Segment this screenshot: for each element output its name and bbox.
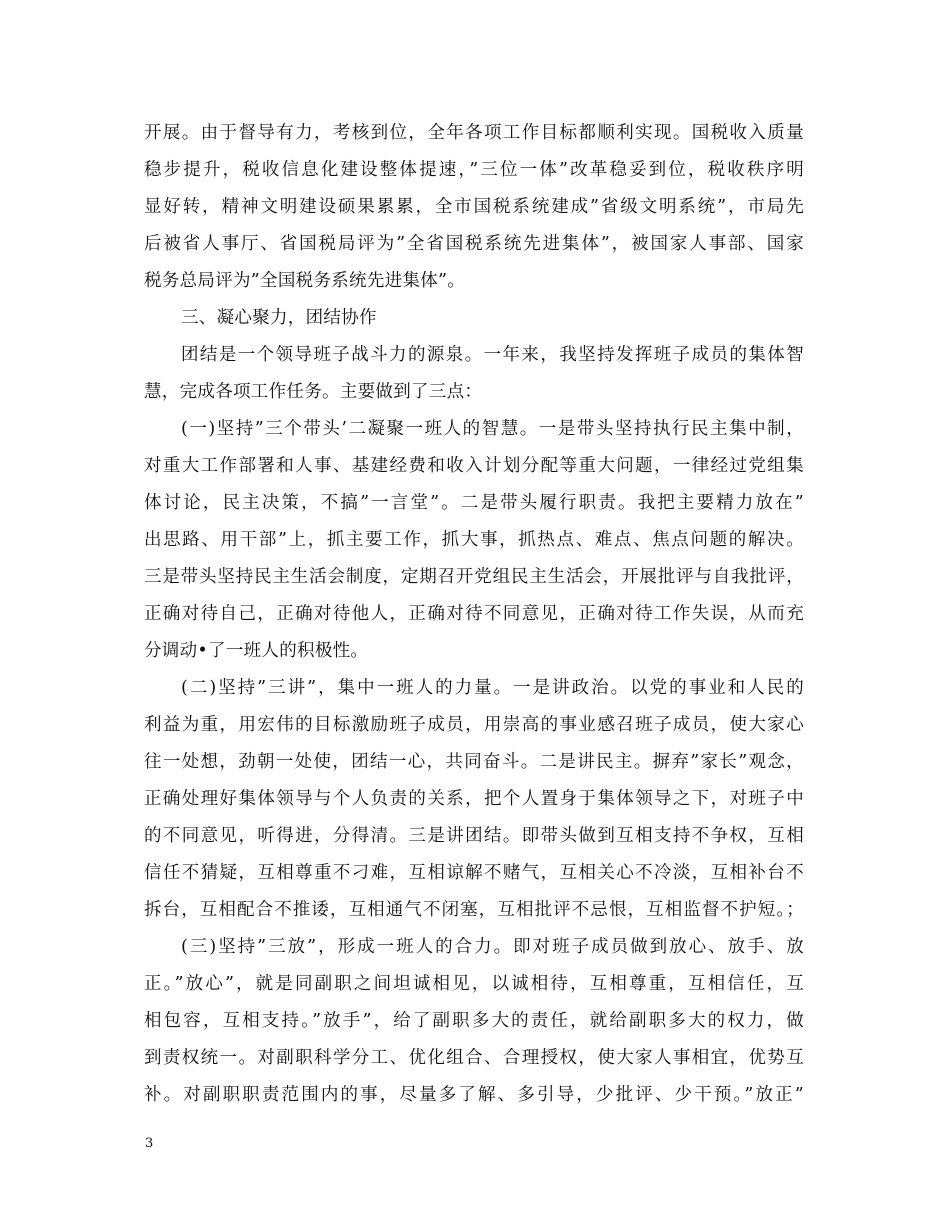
text-line: 正。”放心”，就是同副职之间坦诚相见，以诚相待，互相尊重，互相信任，互 <box>144 974 804 994</box>
text-line: 信任不猜疑，互相尊重不刁难，互相谅解不赌气，互相关心不冷淡，互相补台不 <box>144 863 804 883</box>
text-line: 出思路、用干部”上，抓主要工作，抓大事，抓热点、难点、焦点问题的解决。 <box>144 530 804 550</box>
text-line: 后被省人事厅、省国税局评为”全省国税系统先进集体”，被国家人事部、国家 <box>144 234 804 254</box>
text-line: 体讨论，民主决策，不搞”一言堂”。二是带头履行职责。我把主要精力放在” <box>144 493 804 513</box>
text-line: 往一处想，劲朝一处使，团结一心，共同奋斗。二是讲民主。摒弃”家长”观念， <box>144 752 804 772</box>
section-heading: 三、凝心聚力，团结协作 <box>181 308 377 328</box>
text-line: (二)坚持”三讲”，集中一班人的力量。一是讲政治。以党的事业和人民的 <box>181 678 804 698</box>
text-line: 团结是一个领导班子战斗力的源泉。一年来，我坚持发挥班子成员的集体智 <box>181 345 804 365</box>
text-line: 的不同意见，听得进，分得清。三是讲团结。即带头做到互相支持不争权，互相 <box>144 826 804 846</box>
text-line: 补。对副职职责范围内的事，尽量多了解、多引导，少批评、少干预。”放正” <box>144 1085 804 1105</box>
text-line: 到责权统一。对副职科学分工、优化组合、合理授权，使大家人事相宜，优势互 <box>144 1048 804 1068</box>
text-line: 显好转，精神文明建设硕果累累，全市国税系统建成”省级文明系统”，市局先 <box>144 197 804 217</box>
text-line: 开展。由于督导有力，考核到位，全年各项工作目标都顺利实现。国税收入质量 <box>144 123 804 143</box>
text-line: 正确处理好集体领导与个人负责的关系，把个人置身于集体领导之下，对班子中 <box>144 789 804 809</box>
text-line: 稳步提升，税收信息化建设整体提速，”三位一体”改革稳妥到位，税收秩序明 <box>144 160 804 180</box>
text-line: 拆台，互相配合不推诿，互相通气不闭塞，互相批评不忌恨，互相监督不护短。； <box>144 900 804 920</box>
text-line: 对重大工作部署和人事、基建经费和收入计划分配等重大问题，一律经过党组集 <box>144 456 804 476</box>
text-line: 相包容，互相支持。”放手”，给了副职多大的责任，就给副职多大的权力，做 <box>144 1011 804 1031</box>
text-line: 利益为重，用宏伟的目标激励班子成员，用崇高的事业感召班子成员，使大家心 <box>144 715 804 735</box>
text-line: 税务总局评为”全国税务系统先进集体”。 <box>144 271 466 291</box>
text-line: 慧，完成各项工作任务。主要做到了三点： <box>144 382 483 402</box>
text-line: (三)坚持”三放”，形成一班人的合力。即对班子成员做到放心、放手、放 <box>181 937 804 957</box>
text-line: (一)坚持”三个带头’二凝聚一班人的智慧。一是带头坚持执行民主集中制， <box>181 419 804 439</box>
page-number: 3 <box>145 1136 154 1151</box>
text-line: 分调动•了一班人的积极性。 <box>144 641 369 661</box>
text-line: 三是带头坚持民主生活会制度，定期召开党组民主生活会，开展批评与自我批评， <box>144 567 804 587</box>
text-line: 正确对待自己，正确对待他人，正确对待不同意见，正确对待工作失误，从而充 <box>144 604 804 624</box>
